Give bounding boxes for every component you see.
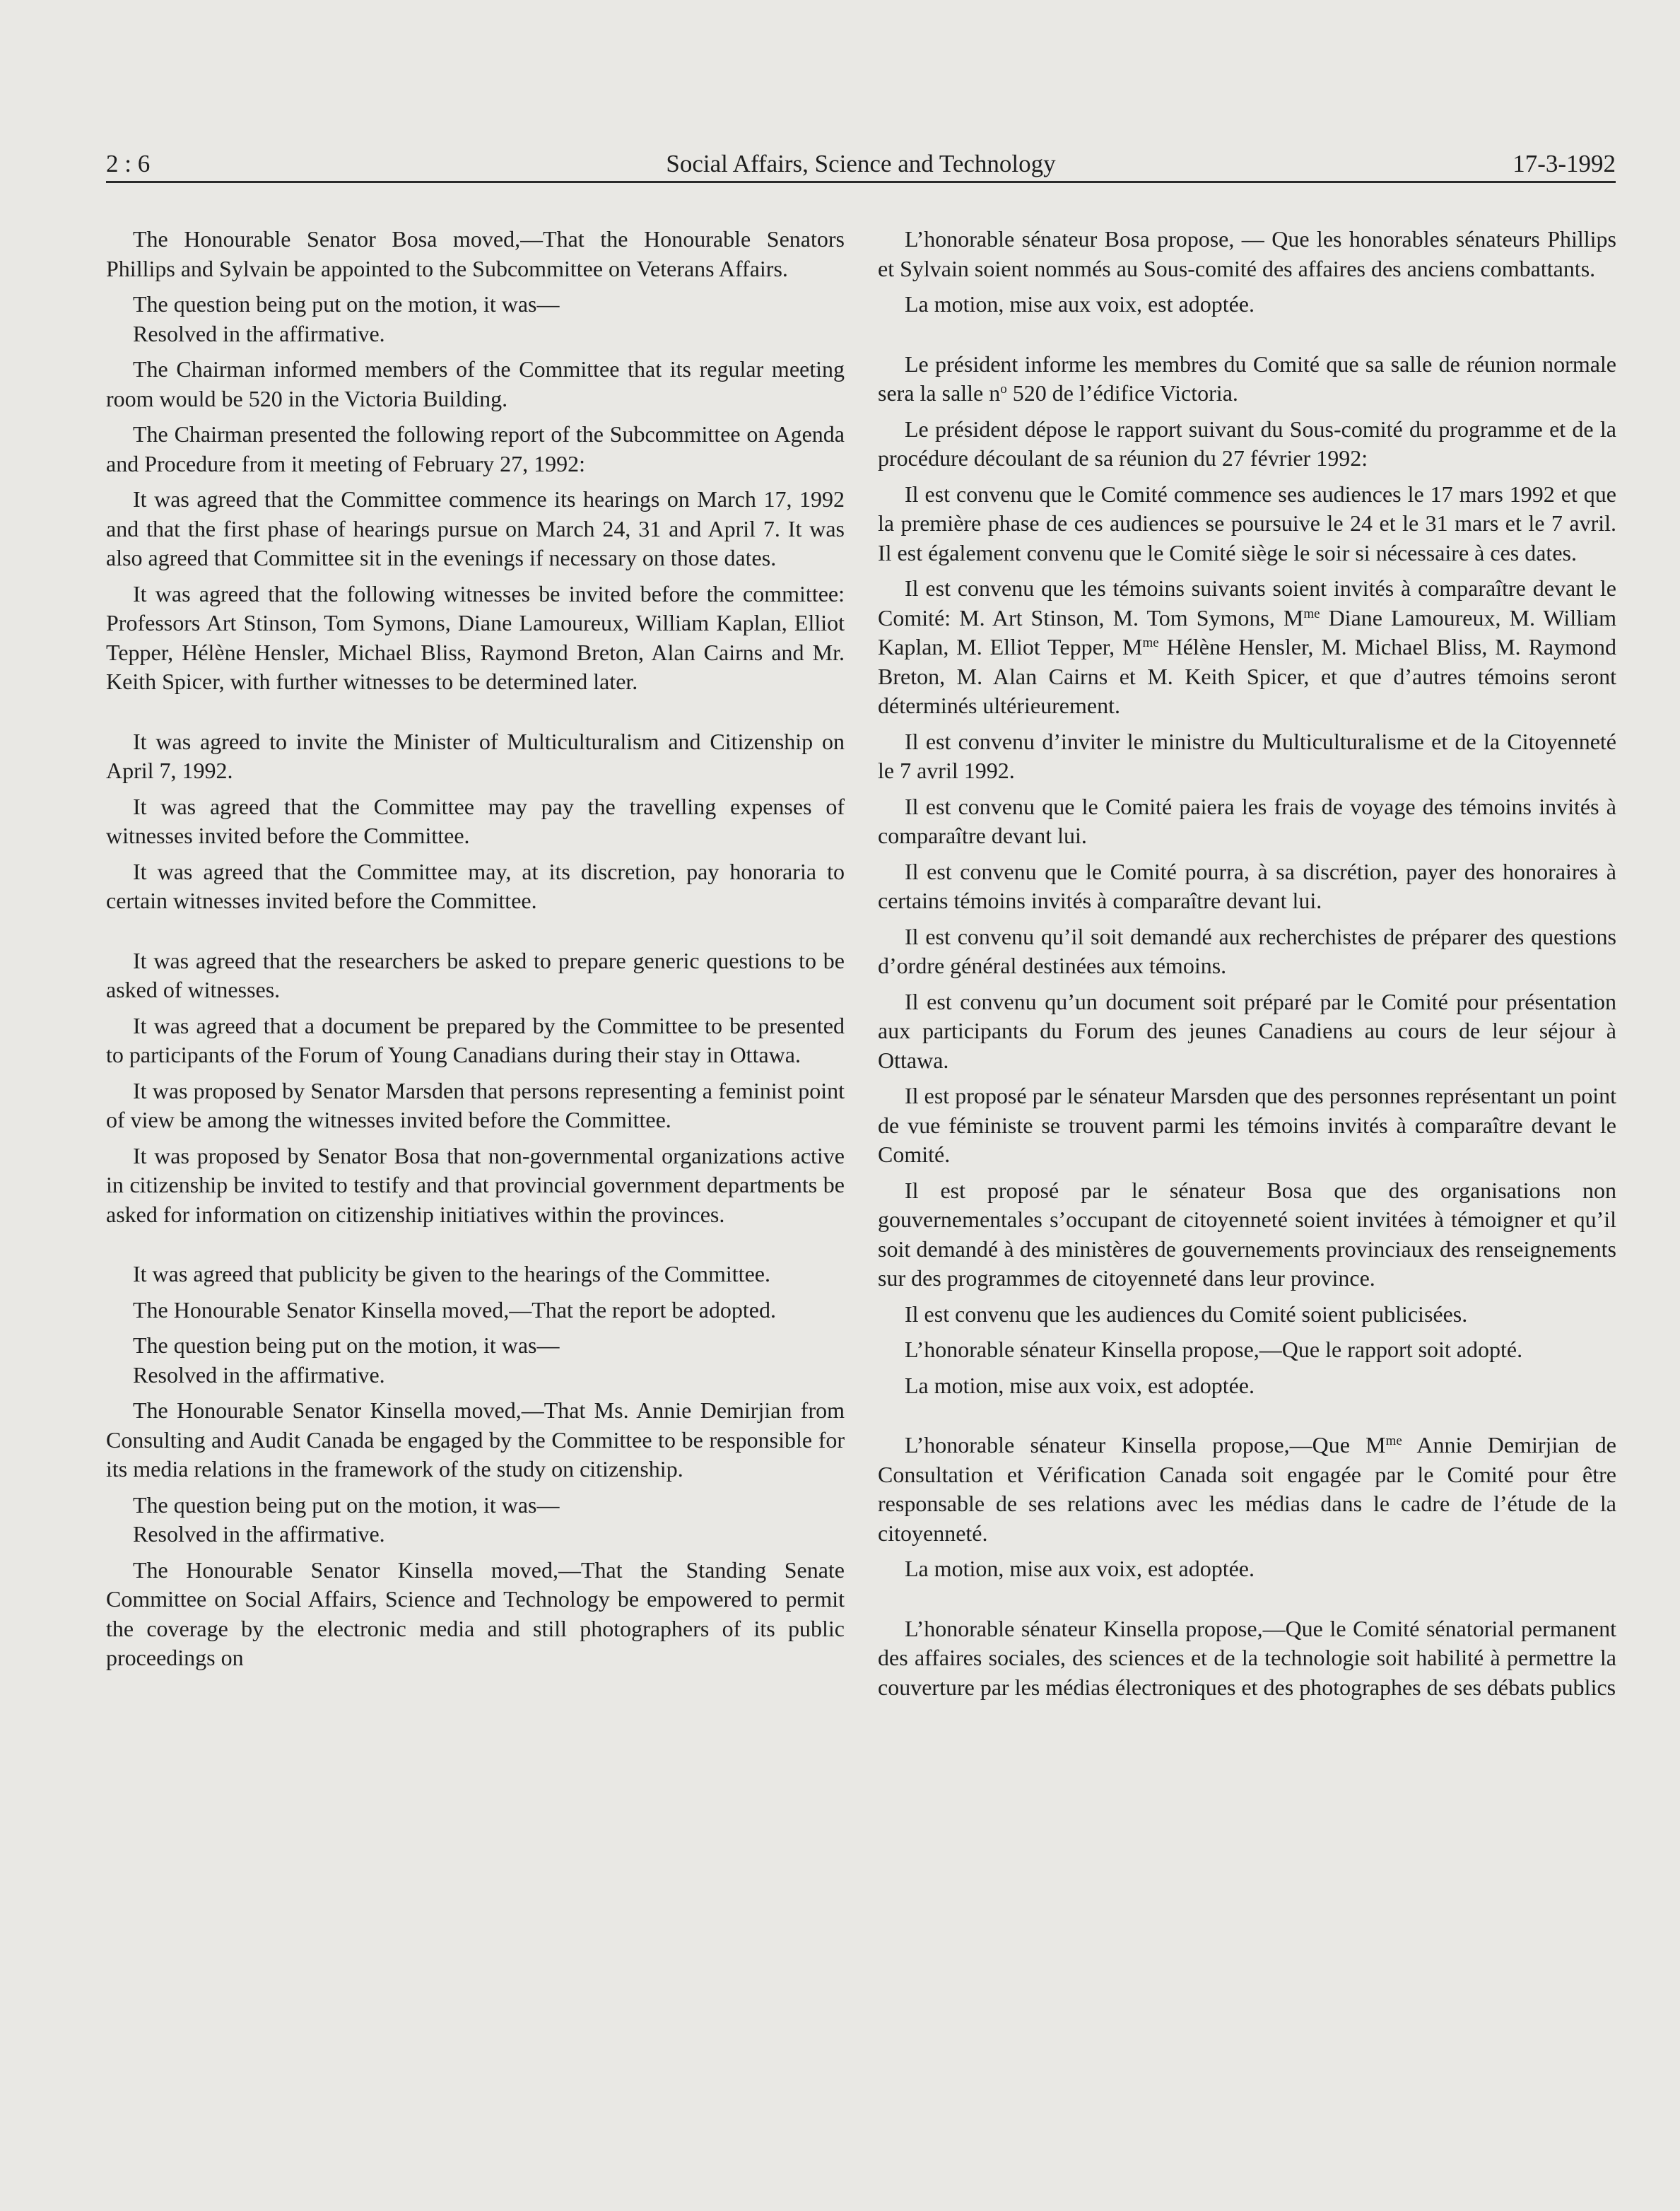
- paragraph: Il est convenu qu’il soit demandé aux recherchistes de préparer des questions d’ordre général destinées aux témoins.: [878, 923, 1616, 978]
- resolution-text: Resolved in the affirmative.: [133, 1521, 385, 1547]
- paragraph: Il est convenu que les audiences du Comité soient publicisées.: [905, 1301, 1468, 1327]
- paragraph: It was agreed that publicity be given to the hearings of the Committee.: [133, 1261, 770, 1286]
- question-text: The question being put on the motion, it was—: [133, 1332, 560, 1358]
- paragraph: Il est convenu d’inviter le ministre du Multiculturalisme et de la Citoyenneté le 7 avril 1992.: [878, 728, 1616, 783]
- paragraph: It was agreed that the Committee may pay the travelling expenses of witnesses invited before the Committee.: [106, 793, 845, 848]
- paragraph: L’honorable sénateur Kinsella propose,—Que le rapport soit adopté.: [905, 1337, 1523, 1362]
- paragraph: Il est convenu qu’un document soit préparé par le Comité pour présentation aux participants du Forum des jeunes Canadiens au cours de leur séjour à Ottawa.: [878, 988, 1616, 1073]
- paragraph: L’honorable sénateur Kinsella propose,—Que le Comité sénatorial permanent des affaires sociales, des sciences et de la technologie soit habilité à permettre la couverture par les médias électroniques et des photographes de ses débats publics: [878, 1615, 1616, 1700]
- text-run: Hélène Hensler, M. Michael Bliss, M. Raymond Breton, M. Alan Cairns et M. Keith Spicer, et que d’autres témoins seront déterminés ultérieurement.: [878, 634, 1617, 718]
- paragraph: It was agreed that the researchers be asked to prepare generic questions to be asked of witnesses.: [106, 947, 845, 1002]
- running-title: Social Affairs, Science and Technology: [666, 150, 1056, 177]
- text-run: 520 de l’édifice Victoria.: [1006, 380, 1238, 406]
- paragraph: It was agreed that a document be prepared by the Committee to be presented to participants of the Forum of Young Canadians during their stay in Ottawa.: [106, 1012, 845, 1067]
- paragraph: La motion, mise aux voix, est adoptée.: [905, 291, 1255, 317]
- paragraph: It was agreed to invite the Minister of Multiculturalism and Citizenship on April 7, 1992.: [106, 728, 845, 783]
- motion-question: [106, 1331, 845, 1390]
- text-run: Le président informe les membres du Comité que sa salle de réunion normale sera la salle n: [878, 351, 1616, 406]
- paragraph: La motion, mise aux voix, est adoptée.: [905, 1556, 1255, 1581]
- paragraph: The Honourable Senator Kinsella moved,—That Ms. Annie Demirjian from Consulting and Audit Canada be engaged by the Committee to be responsible for its media relations in the framework of the study on citizenship.: [106, 1397, 845, 1482]
- paragraph: The Honourable Senator Bosa moved,—That the Honourable Senators Phillips and Sylvain be appointed to the Subcommittee on Veterans Affairs.: [106, 226, 845, 281]
- paragraph: It was agreed that the Committee commence its hearings on March 17, 1992 and that the first phase of hearings pursue on March 24, 31 and April 7. It was also agreed that Committee sit in the evenings if necessary on those dates.: [106, 486, 845, 570]
- page-number: 2 : 6: [106, 150, 151, 177]
- paragraph: It was agreed that the following witnesses be invited before the committee: Professors Art Stinson, Tom Symons, Diane Lamoureux, William Kaplan, Elliot Tepper, Hélène Hensler, Michael Bliss, Raymond Breton, Alan Cairns and Mr. Keith Spicer, with further witnesses to be determined later.: [106, 580, 845, 694]
- motion-question: [106, 290, 845, 348]
- text-run: Il est convenu que les témoins suivants soient invités à comparaître devant le Comité: M. Art Stinson, M. Tom Symons, M: [878, 575, 1616, 631]
- paragraph: [878, 574, 1616, 721]
- text-run: L’honorable sénateur Kinsella propose,—Que M: [905, 1432, 1386, 1458]
- paragraph: Il est proposé par le sénateur Marsden que des personnes représentant un point de vue féministe se trouvent parmi les témoins invités à comparaître devant le Comité.: [878, 1083, 1616, 1167]
- question-text: The question being put on the motion, it was—: [133, 1491, 560, 1518]
- resolution-text: Resolved in the affirmative.: [133, 1361, 385, 1388]
- superscript: o: [1000, 382, 1007, 397]
- superscript: me: [1385, 1433, 1402, 1448]
- paragraph: Il est convenu que le Comité commence ses audiences le 17 mars 1992 et que la première phase de ces audiences se poursuive le 24 et le 31 mars et le 7 avril. Il est également convenu que le Comité siège le soir si nécessaire à ces dates.: [878, 481, 1616, 565]
- paragraph: Il est convenu que le Comité paiera les frais de voyage des témoins invités à comparaître devant lui.: [878, 793, 1616, 848]
- paragraph: The Honourable Senator Kinsella moved,—That the Standing Senate Committee on Social Affairs, Science and Technology be empowered to permit the coverage by the electronic media and still photographers of its public proceedings on: [106, 1556, 845, 1670]
- paragraph: It was proposed by Senator Bosa that non-governmental organizations active in citizenship be invited to testify and that provincial government departments be asked for information on citizenship initiatives within the provinces.: [106, 1142, 845, 1227]
- paragraph: The Chairman informed members of the Committee that its regular meeting room would be 520 in the Victoria Building.: [106, 356, 845, 411]
- motion-question: [106, 1491, 845, 1549]
- paragraph: L’honorable sénateur Bosa propose, — Que les honorables sénateurs Phillips et Sylvain soient nommés au Sous-comité des affaires des anciens combattants.: [878, 226, 1616, 281]
- superscript: me: [1303, 606, 1320, 621]
- english-column: [106, 225, 845, 1679]
- paragraph: Il est convenu que le Comité pourra, à sa discrétion, payer des honoraires à certains témoins invités à comparaître devant lui.: [878, 858, 1616, 913]
- paragraph: Le président dépose le rapport suivant du Sous-comité du programme et de la procédure découlant de sa réunion du 27 février 1992:: [878, 416, 1616, 471]
- superscript: me: [1142, 635, 1159, 650]
- french-column: [878, 225, 1616, 1708]
- page-header: [106, 147, 1616, 183]
- text-run: Diane Lamoureux, M. William Kaplan, M. Elliot Tepper, M: [878, 604, 1617, 659]
- paragraph: La motion, mise aux voix, est adoptée.: [905, 1372, 1255, 1398]
- paragraph: It was proposed by Senator Marsden that persons representing a feminist point of view be among the witnesses invited before the Committee.: [106, 1077, 845, 1132]
- resolution-text: Resolved in the affirmative.: [133, 320, 385, 346]
- text-run: Annie Demirjian de Consultation et Vérification Canada soit engagée par le Comité pour être responsable de ses relations avec les médias dans le cadre de l’étude de la citoyenneté.: [878, 1432, 1616, 1546]
- header-date: 17-3-1992: [1512, 150, 1616, 177]
- paragraph: It was agreed that the Committee may, at its discretion, pay honoraria to certain witnesses invited before the Committee.: [106, 858, 845, 913]
- paragraph: Il est proposé par le sénateur Bosa que des organisations non gouvernementales s’occupant de citoyenneté soient invitées à témoigner et qu’il soit demandé à des ministères de gouvernements provinciaux des renseignements sur des programmes de citoyenneté dans leur province.: [878, 1177, 1616, 1291]
- paragraph: The Chairman presented the following report of the Subcommittee on Agenda and Procedure from it meeting of February 27, 1992:: [106, 421, 845, 476]
- question-text: The question being put on the motion, it was—: [133, 291, 560, 317]
- paragraph: [878, 1431, 1616, 1548]
- paragraph: The Honourable Senator Kinsella moved,—That the report be adopted.: [133, 1296, 776, 1323]
- paragraph: [878, 350, 1616, 409]
